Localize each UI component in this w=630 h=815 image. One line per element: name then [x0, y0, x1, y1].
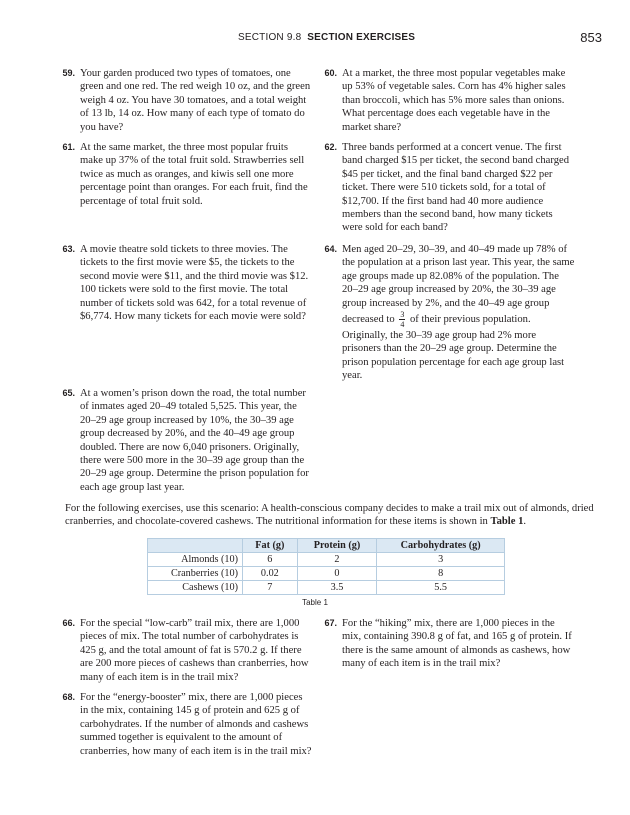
exercise-number: 67. [324, 618, 337, 628]
exercise-text: For the special “low-carb” trail mix, there are 1,000 pieces of mix. The total number of carbohydrates is 425 g, and the total amount of fat is 570.2 g. If there are 200 more pieces of cashews than cranberries, how many of each item is in the trail mix? [80, 618, 309, 683]
exercise-number: 61. [62, 142, 75, 152]
row-label: Almonds (10) [148, 553, 243, 567]
exercise-number: 65. [62, 388, 75, 398]
exercise-text: At a market, the three most popular vegetables make up 53% of vegetable sales. Corn has 4% higher sales than broccoli, which has 5% more sales than onions. What percentage does each vegetable have in the market share? [342, 68, 566, 133]
exercise-text [342, 243, 575, 383]
table-cell: 7 [243, 581, 298, 595]
exercise-number: 64. [324, 244, 337, 254]
fraction [399, 310, 405, 329]
exercise-68 [51, 691, 313, 758]
table-cell: 8 [377, 567, 505, 581]
table-header-cell: Protein (g) [297, 539, 377, 553]
page-header [0, 30, 630, 50]
scenario-text: For the following exercises, use this scenario: A health-conscious company decides to make a trail mix out of almonds, dried cranberries, and chocolate-covered cashews. The nutritional information for these items is shown in [65, 503, 594, 528]
table-row [148, 567, 505, 581]
section-label: SECTION 9.8 [238, 32, 302, 43]
exercise-text-part-a: Men aged 20–29, 30–39, and 40–49 made up 78% of the population at a prison last year. This year, the same age groups made up 82.08% of the population. The 20–29 age group increased by 20%, the 30–39 age group increased by 2%, and the 40–49 age group decreased to [342, 244, 575, 325]
exercise-67 [313, 617, 575, 671]
table-row [148, 553, 505, 567]
exercise-number: 60. [324, 68, 337, 78]
table-header-row [148, 539, 505, 553]
exercise-number: 66. [62, 618, 75, 628]
row-label: Cashews (10) [148, 581, 243, 595]
exercise-text: Your garden produced two types of tomatoes, one green and one red. The red weigh 10 oz, and the green weigh 4 oz. You have 30 tomatoes, and a total weight of 13 lb, 14 oz. How many of each type of tomato do you have? [80, 68, 311, 133]
table-row [148, 581, 505, 595]
exercise-number: 68. [62, 692, 75, 702]
table-cell: 0 [297, 567, 377, 581]
exercise-text: A movie theatre sold tickets to three movies. The tickets to the first movie were $5, the tickets to the second movie were $11, and the third movie was $12. 100 tickets were sold to the first movie. The total number of tickets sold was 642, for a total revenue of $6,774. How many tickets for each movie were sold? [80, 244, 309, 323]
nutrition-table [147, 538, 505, 595]
table-cell: 2 [297, 553, 377, 567]
table-header-cell [148, 539, 243, 553]
fraction-denominator: 4 [400, 320, 405, 330]
exercise-number: 62. [324, 142, 337, 152]
table-cell: 3 [377, 553, 505, 567]
exercise-text: At a women’s prison down the road, the total number of inmates aged 20–49 totaled 5,525. This year, the 20–29 age group increased by 10%, the 30–39 age group decreased by 20%, and the 40–49 age group doubled. There are now 6,040 prisoners. Originally, there were 500 more in the 30–39 age group than the 20–29 age group. Determine the prison population for each age group last year. [80, 388, 309, 493]
section-heading [238, 32, 415, 43]
exercise-64 [313, 243, 575, 383]
scenario-paragraph [65, 502, 605, 529]
exercise-text-part-b: of their previous population. Originally, the 30–39 age group had 2% more prisoners than the 20–29 age group. Determine the prison population percentage for each age group last year. [342, 313, 565, 382]
exercise-63 [51, 243, 313, 323]
table-header-cell: Fat (g) [243, 539, 298, 553]
exercise-number: 63. [62, 244, 75, 254]
scenario-end: . [523, 516, 527, 528]
table-cell: 0.02 [243, 567, 298, 581]
exercise-text: At the same market, the three most popular fruits make up 37% of the total fruit sold. Strawberries sell twice as much as oranges, and kiwis sell one more percentage point than oranges. For each fruit, find the percentage of total fruit sold. [80, 142, 308, 207]
table-header-cell: Carbohydrates (g) [377, 539, 505, 553]
exercise-60 [313, 67, 575, 134]
section-title: SECTION EXERCISES [307, 32, 416, 43]
exercise-59 [51, 67, 313, 134]
exercise-61 [51, 141, 313, 208]
page-number: 853 [580, 30, 602, 45]
table-cell: 3.5 [297, 581, 377, 595]
exercise-text: For the “energy-booster” mix, there are 1,000 pieces in the mix, containing 145 g of protein and 625 g of carbohydrates. If the number of almonds and cashews summed together is equivalent to the amount of cranberries, how many of each item is in the trail mix? [80, 692, 312, 757]
row-label: Cranberries (10) [148, 567, 243, 581]
exercise-text: Three bands performed at a concert venue. The first band charged $15 per ticket, the second band charged $45 per ticket, and the final band charged $22 per ticket. There were 510 tickets sold, for a total of $12,700. If the first band had 40 more audience members than the second band, how many tickets were sold for each band? [342, 142, 569, 234]
exercise-65 [51, 387, 313, 494]
exercise-66 [51, 617, 313, 684]
table-cell: 5.5 [377, 581, 505, 595]
exercise-62 [313, 141, 575, 235]
table-reference: Table 1 [490, 516, 524, 528]
table-caption: Table 1 [302, 598, 328, 607]
exercise-number: 59. [62, 68, 75, 78]
fraction-numerator: 3 [400, 310, 405, 320]
table-cell: 6 [243, 553, 298, 567]
exercise-text: For the “hiking” mix, there are 1,000 pieces in the mix, containing 390.8 g of fat, and 165 g of protein. If there is the same amount of almonds as cashews, how many of each item is in the trail mix? [342, 618, 572, 670]
